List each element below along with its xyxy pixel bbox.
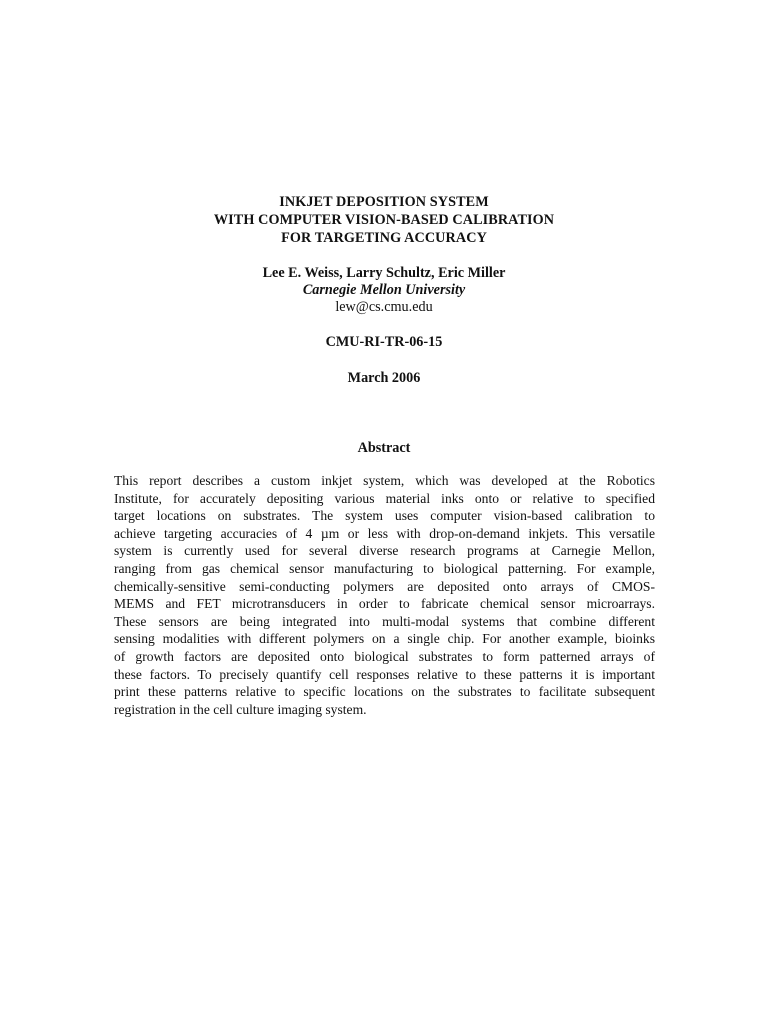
authors: Lee E. Weiss, Larry Schultz, Eric Miller [262, 265, 506, 281]
abstract-line: chemically-sensitive semi-conducting polymers are deposited onto arrays of CMOS- [114, 578, 655, 594]
abstract-line: Institute, for accurately depositing various material inks onto or relative to specified [114, 490, 655, 506]
title-line: WITH COMPUTER VISION-BASED CALIBRATION [213, 212, 555, 228]
abstract-line: sensing modalities with different polymers on a single chip. For another example, bioinks [114, 631, 655, 647]
title-line: INKJET DEPOSITION SYSTEM [279, 194, 489, 210]
email-address: lew@cs.cmu.edu [335, 299, 433, 315]
abstract-line: These sensors are being integrated into multi-modal systems that combine different [114, 613, 655, 629]
title-line: FOR TARGETING ACCURACY [281, 230, 487, 246]
abstract-line: print these patterns relative to specific locations on the substrates to facilitate subsequent [114, 684, 655, 700]
abstract-line: ranging from gas chemical sensor manufacturing to biological patterning. For example, [114, 560, 655, 576]
abstract-heading: Abstract [357, 440, 411, 456]
report-title [0, 193, 768, 247]
abstract-body [114, 472, 655, 718]
abstract-line: system is currently used for several diverse research programs at Carnegie Mellon, [114, 543, 655, 559]
abstract-line: This report describes a custom inkjet system, which was developed at the Robotics [114, 473, 655, 488]
abstract-line: target locations on substrates. The system uses computer vision-based calibration to [114, 508, 655, 524]
abstract-line: registration in the cell culture imaging system. [114, 701, 367, 717]
abstract-line: MEMS and FET microtransducers in order to fabricate chemical sensor microarrays. [114, 596, 655, 612]
abstract-line: achieve targeting accuracies of 4 µm or less with drop-on-demand inkjets. This versatile [114, 525, 655, 541]
report-number: CMU-RI-TR-06-15 [325, 334, 443, 350]
abstract-line: these factors. To precisely quantify cell responses relative to these patterns it is important [114, 666, 655, 682]
report-date: March 2006 [347, 370, 421, 386]
affiliation: Carnegie Mellon University [302, 282, 466, 298]
abstract-line: of growth factors are deposited onto biological substrates to form patterned arrays of [114, 648, 655, 664]
